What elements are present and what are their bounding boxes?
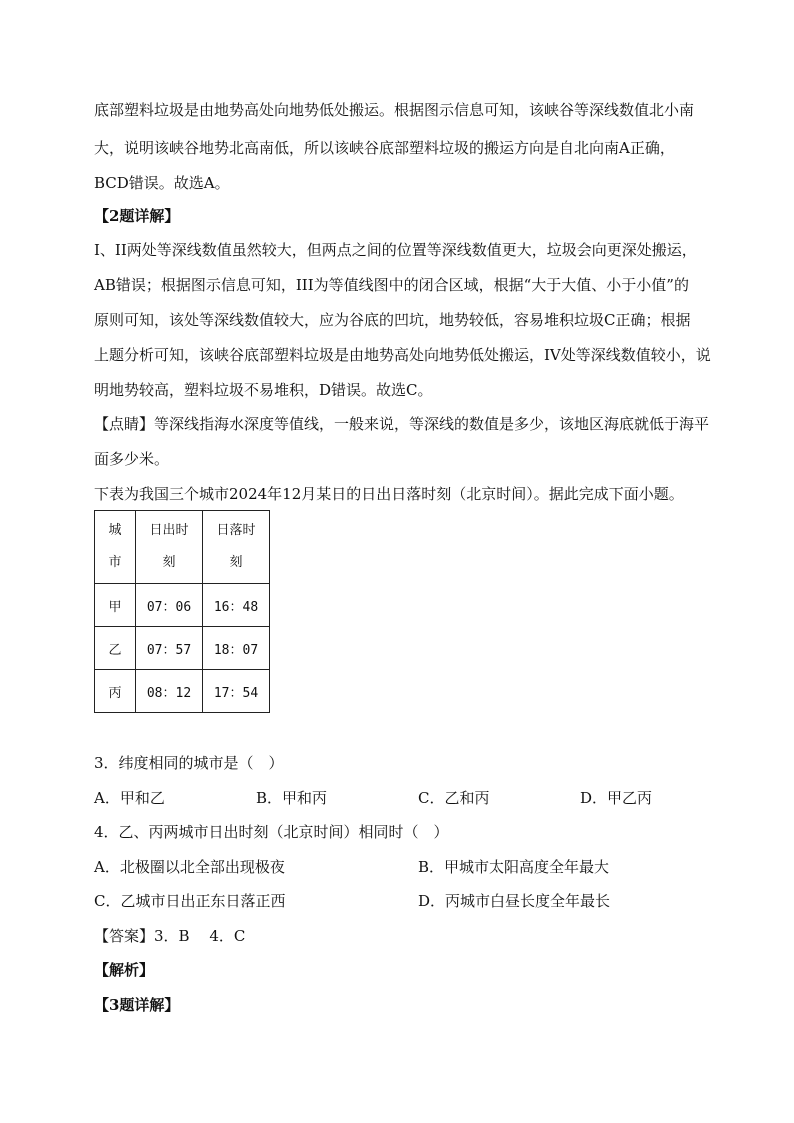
sunrise-cell: 07：06 (136, 584, 203, 627)
city-cell: 乙 (95, 627, 136, 670)
table-intro: 下表为我国三个城市2024年12月某日的日出日落时刻（北京时间）。据此完成下面小题。 (94, 485, 684, 503)
header-text: 市 (108, 555, 122, 570)
paragraph-line: I、II两处等深线数值虽然较大，但两点之间的位置等深线数值更大，垃圾会向更深处搬运， (94, 241, 697, 259)
paragraph-line: 底部塑料垃圾是由地势高处向地势低处搬运。根据图示信息可知，该峡谷等深线数值北小南 (94, 101, 695, 119)
sunset-cell: 16：48 (203, 584, 270, 627)
header-text: 城 (108, 523, 122, 538)
table-row (95, 670, 270, 713)
header-text: 日出时 (149, 523, 189, 538)
table-header-row (95, 511, 270, 584)
table-row (95, 584, 270, 627)
city-cell: 丙 (95, 670, 136, 713)
sunrise-cell: 08：12 (136, 670, 203, 713)
paragraph-line: 明地势较高，塑料垃圾不易堆积，D错误。故选C。 (94, 381, 433, 399)
q4-option-a: A．北极圈以北全部出现极夜 (94, 858, 285, 876)
header-text: 刻 (229, 555, 243, 570)
section-heading: 【3题详解】 (94, 996, 180, 1014)
q3-option-d: D．甲乙丙 (580, 789, 653, 807)
paragraph-line: AB错误；根据图示信息可知，III为等值线图中的闭合区域，根据“大于大值、小于小值”的 (94, 276, 689, 294)
paragraph-line: BCD错误。故选A。 (94, 174, 230, 192)
sunrise-sunset-table (94, 510, 270, 713)
header-cell-city (95, 511, 136, 584)
header-text: 刻 (162, 555, 176, 570)
answer-line: 【答案】3．B 4．C (94, 927, 246, 945)
paragraph-line: 上题分析可知，该峡谷底部塑料垃圾是由地势高处向地势低处搬运，IV处等深线数值较小，说 (94, 346, 711, 364)
question-3-stem: 3．纬度相同的城市是（ ） (94, 754, 284, 772)
question-4-stem: 4．乙、丙两城市日出时刻（北京时间）相同时（ ） (94, 823, 449, 841)
q3-option-c: C．乙和丙 (418, 789, 490, 807)
q3-option-b: B．甲和丙 (256, 789, 328, 807)
analysis-heading: 【解析】 (94, 961, 155, 979)
header-cell-sunrise (136, 511, 203, 584)
sunrise-cell: 07：57 (136, 627, 203, 670)
q3-option-a: A．甲和乙 (94, 789, 165, 807)
note-paragraph: 【点睛】等深线指海水深度等值线，一般来说，等深线的数值是多少，该地区海底就低于海平 (94, 415, 710, 433)
q4-option-c: C．乙城市日出正东日落正西 (94, 892, 286, 910)
q4-option-d: D．丙城市白昼长度全年最长 (418, 892, 611, 910)
q4-option-b: B．甲城市太阳高度全年最大 (418, 858, 610, 876)
table-row (95, 627, 270, 670)
city-cell: 甲 (95, 584, 136, 627)
paragraph-line: 大，说明该峡谷地势北高南低，所以该峡谷底部塑料垃圾的搬运方向是自北向南A正确， (94, 139, 675, 157)
paragraph-line: 面多少米。 (94, 450, 170, 468)
sunset-cell: 17：54 (203, 670, 270, 713)
section-heading: 【2题详解】 (94, 207, 180, 225)
header-text: 日落时 (216, 523, 256, 538)
sunset-cell: 18：07 (203, 627, 270, 670)
paragraph-line: 原则可知，该处等深线数值较大，应为谷底的凹坑，地势较低，容易堆积垃圾C正确；根据 (94, 311, 691, 329)
header-cell-sunset (203, 511, 270, 584)
